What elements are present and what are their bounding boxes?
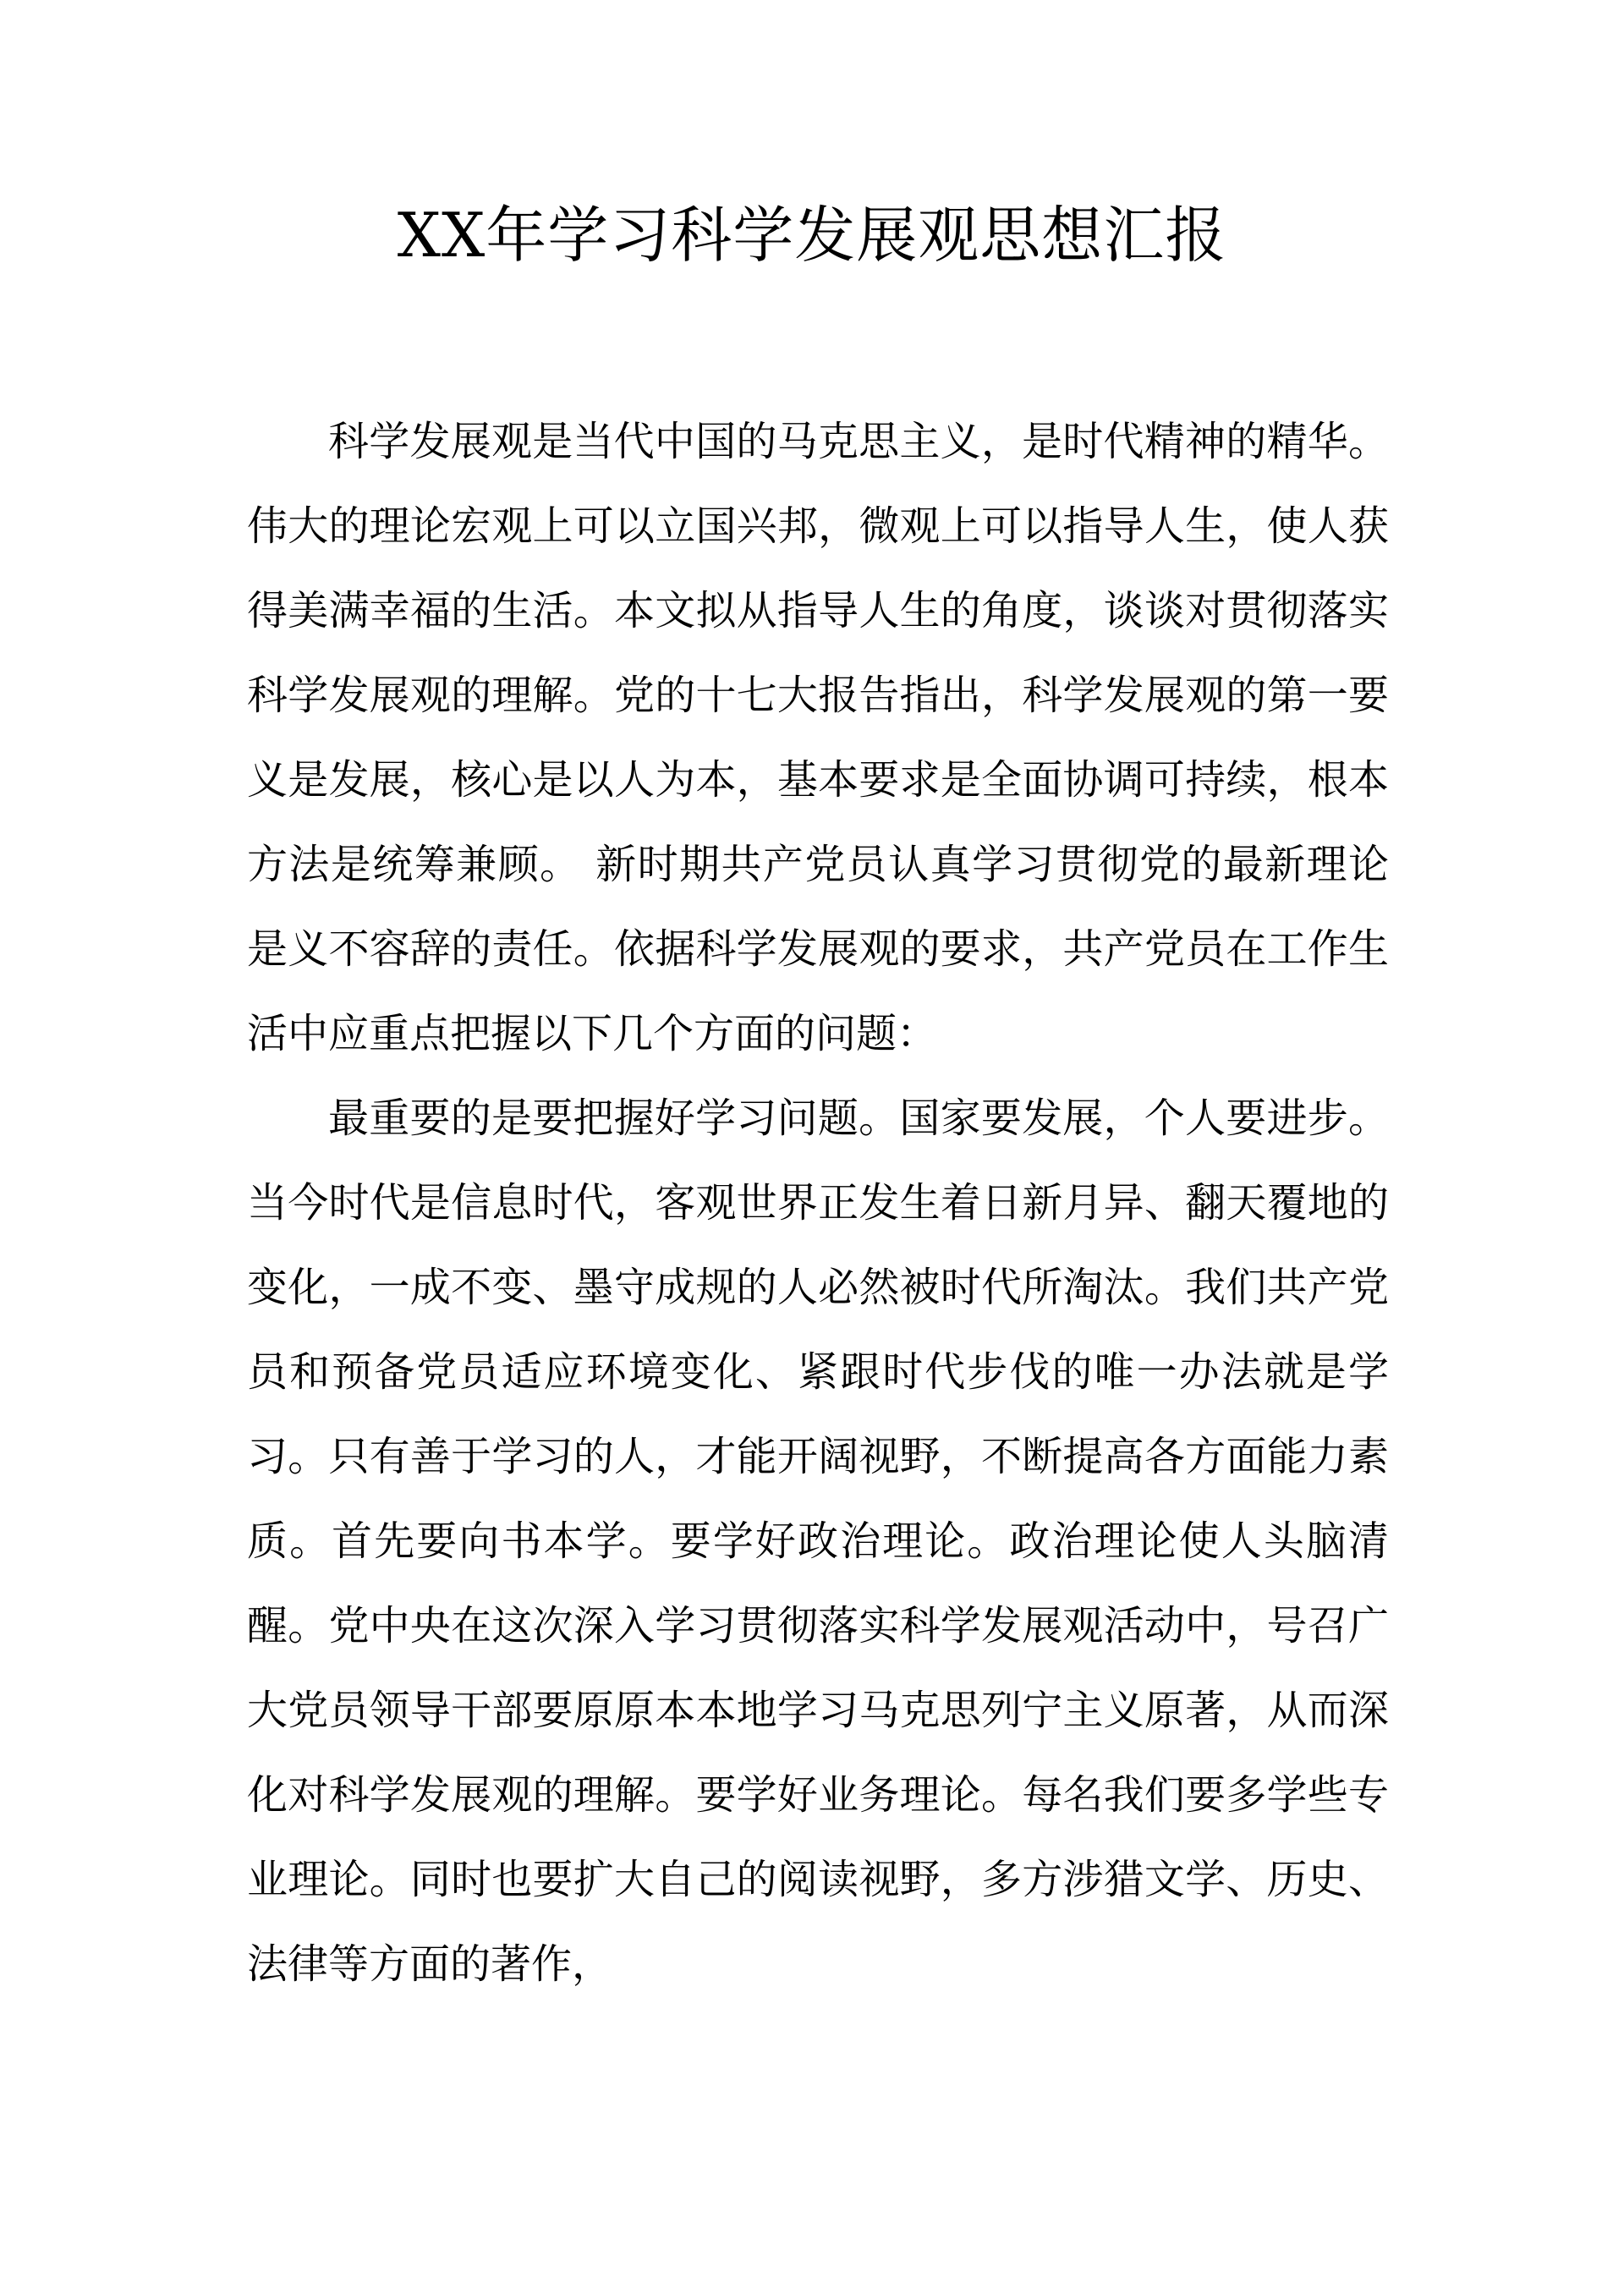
paragraph-1: 科学发展观是当代中国的马克思主义，是时代精神的精华。伟大的理论宏观上可以立国兴邦，微观上可以指导人生，使人获得美满幸福的生活。本文拟从指导人生的角度，谈谈对贯彻落实科学发展观的理解。党的十七大报告指出，科学发展观的第一要义是发展，核心是以人为本，基本要求是全面协调可持续，根本方法是统筹兼顾。 新时期共产党员认真学习贯彻党的最新理论是义不容辞的责任。依据科学发展观的要求，共产党员在工作生活中应重点把握以下几个方面的问题：: [247, 418, 1389, 1057]
document-body: [247, 399, 1389, 2006]
paragraph-2: 最重要的是要把握好学习问题。国家要发展，个人要进步。当今时代是信息时代，客观世界正发生着日新月异、翻天覆地的变化，一成不变、墨守成规的人必然被时代所淘汰。我们共产党员和预备党员适应环境变化、紧跟时代步伐的唯一办法就是学习。只有善于学习的人，才能开阔视野，不断提高各方面能力素质。首先要向书本学。要学好政治理论。政治理论使人头脑清醒。党中央在这次深入学习贯彻落实科学发展观活动中，号召广大党员领导干部要原原本本地学习马克思列宁主义原著，从而深化对科学发展观的理解。要学好业务理论。每名我们要多学些专业理论。同时也要扩大自己的阅读视野，多方涉猎文学、历史、法律等方面的著作，: [247, 1095, 1389, 1988]
document-title: XX年学习科学发展观思想汇报: [397, 200, 1227, 271]
